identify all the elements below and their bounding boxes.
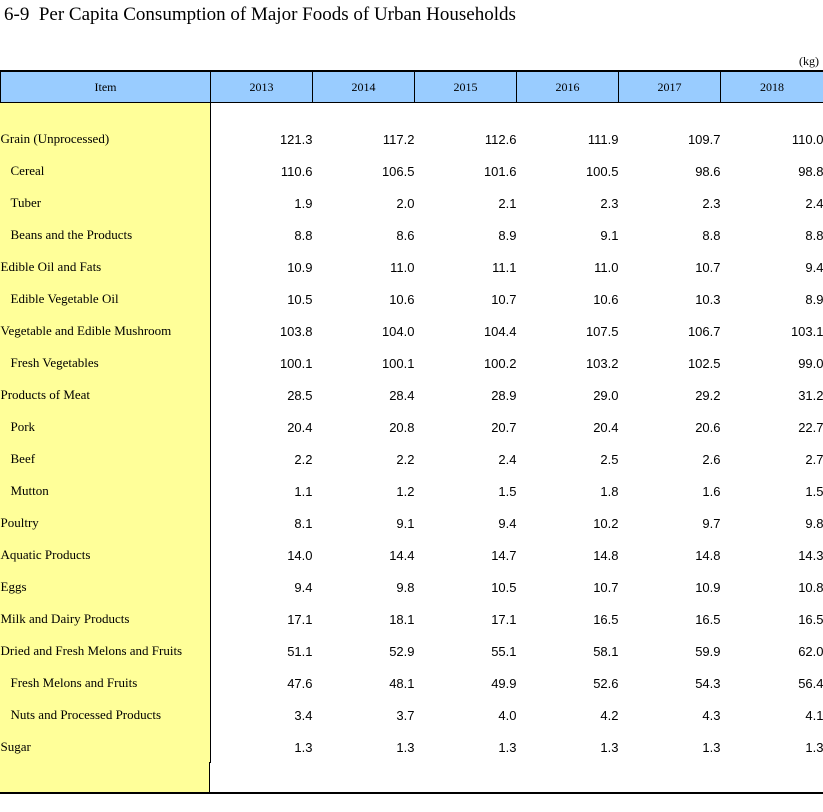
spacer-row xyxy=(1,103,823,124)
spacer-cell xyxy=(1,103,211,124)
table-row xyxy=(1,475,823,507)
row-value-cell: 1.1 xyxy=(294,483,313,499)
row-value-cell: 20.6 xyxy=(695,419,721,435)
row-value-cell: 20.7 xyxy=(491,419,517,435)
row-value-cell: 1.3 xyxy=(805,739,823,755)
row-value-cell: 59.9 xyxy=(695,643,721,659)
header-year: 2014 xyxy=(313,71,415,103)
row-item-label: Tuber xyxy=(1,187,211,219)
row-value-cell: 102.5 xyxy=(687,355,721,371)
row-value-cell: 16.5 xyxy=(798,611,823,627)
row-value-cell: 8.8 xyxy=(702,227,721,243)
table-row xyxy=(1,379,823,411)
table-row xyxy=(1,443,823,475)
table-row xyxy=(1,155,823,187)
row-value-cell: 14.8 xyxy=(695,547,721,563)
row-value-cell: 2.6 xyxy=(702,451,721,467)
row-item-label: Pork xyxy=(1,411,211,443)
table-row xyxy=(1,699,823,731)
header-year: 2018 xyxy=(721,71,823,103)
table-row xyxy=(1,219,823,251)
header-item: Item xyxy=(1,71,211,103)
row-value-cell: 10.9 xyxy=(695,579,721,595)
row-value-cell: 28.9 xyxy=(491,387,517,403)
page-title: 6-9 Per Capita Consumption of Major Foods of Urban Households xyxy=(4,4,516,25)
header-year: 2015 xyxy=(415,71,517,103)
row-value-cell: 20.4 xyxy=(287,419,313,435)
row-value-cell: 117.2 xyxy=(382,131,415,147)
row-value-cell: 101.6 xyxy=(483,163,517,179)
row-value-cell: 10.6 xyxy=(593,291,619,307)
row-value-cell: 9.4 xyxy=(294,579,313,595)
row-item-label: Sugar xyxy=(1,731,211,763)
row-value-cell: 103.1 xyxy=(790,323,823,339)
row-value-cell: 55.1 xyxy=(491,643,517,659)
consumption-table xyxy=(0,70,823,763)
row-value-cell: 100.5 xyxy=(585,163,619,179)
row-value-cell: 110.0 xyxy=(791,131,823,147)
row-value-cell: 104.0 xyxy=(381,323,415,339)
table-row xyxy=(1,251,823,283)
item-column-tail xyxy=(0,762,210,792)
row-value-cell: 3.7 xyxy=(396,707,415,723)
table-row xyxy=(1,315,823,347)
row-value-cell: 8.6 xyxy=(396,227,415,243)
row-value-cell: 9.4 xyxy=(805,259,823,275)
table-row xyxy=(1,507,823,539)
row-value-cell: 103.2 xyxy=(585,355,619,371)
row-value-cell: 98.8 xyxy=(798,163,823,179)
row-value-cell: 8.8 xyxy=(805,227,823,243)
table-row xyxy=(1,411,823,443)
row-value-cell: 28.4 xyxy=(389,387,415,403)
row-value-cell: 10.3 xyxy=(695,291,721,307)
table-row xyxy=(1,347,823,379)
table-bottom-rule xyxy=(0,792,823,794)
row-value-cell: 4.3 xyxy=(702,707,721,723)
row-value-cell: 29.0 xyxy=(593,387,619,403)
row-value-cell: 1.2 xyxy=(396,483,415,499)
row-value-cell: 10.2 xyxy=(593,515,619,531)
row-value-cell: 51.1 xyxy=(287,643,313,659)
row-value-cell: 1.8 xyxy=(600,483,619,499)
row-value-cell: 9.1 xyxy=(396,515,415,531)
row-value-cell: 47.6 xyxy=(287,675,313,691)
row-value-cell: 100.1 xyxy=(381,355,415,371)
row-value-cell: 8.1 xyxy=(294,515,313,531)
row-value-cell: 100.1 xyxy=(279,355,313,371)
row-item-label: Aquatic Products xyxy=(1,539,211,571)
table-row xyxy=(1,187,823,219)
row-value-cell: 8.9 xyxy=(498,227,517,243)
row-value-cell: 3.4 xyxy=(294,707,313,723)
row-value-cell: 10.5 xyxy=(491,579,517,595)
row-value-cell: 2.4 xyxy=(498,451,517,467)
row-value-cell: 99.0 xyxy=(798,355,823,371)
row-value-cell: 1.3 xyxy=(396,739,415,755)
row-value-cell: 10.7 xyxy=(491,291,517,307)
row-value-cell: 1.3 xyxy=(294,739,313,755)
row-value-cell: 10.7 xyxy=(593,579,619,595)
row-item-label: Fresh Vegetables xyxy=(1,347,211,379)
row-value-cell: 8.8 xyxy=(294,227,313,243)
row-value-cell: 1.5 xyxy=(498,483,517,499)
row-value-cell: 4.2 xyxy=(600,707,619,723)
row-value-cell: 14.7 xyxy=(491,547,517,563)
row-value-cell: 2.4 xyxy=(805,195,823,211)
row-value-cell: 11.0 xyxy=(390,259,415,275)
row-value-cell: 112.6 xyxy=(484,131,517,147)
row-value-cell: 4.0 xyxy=(498,707,517,723)
row-value-cell: 109.7 xyxy=(687,131,721,147)
row-value-cell: 2.0 xyxy=(396,195,415,211)
row-value-cell: 20.8 xyxy=(389,419,415,435)
row-value-cell: 9.8 xyxy=(396,579,415,595)
row-value-cell: 16.5 xyxy=(593,611,619,627)
row-value-cell: 18.1 xyxy=(389,611,415,627)
row-item-label: Beef xyxy=(1,443,211,475)
row-value-cell: 2.3 xyxy=(702,195,721,211)
row-item-label: Grain (Unprocessed) xyxy=(1,123,211,155)
table-row xyxy=(1,123,823,155)
row-value-cell: 9.4 xyxy=(498,515,517,531)
row-value-cell: 29.2 xyxy=(695,387,721,403)
row-value-cell: 11.1 xyxy=(492,259,517,275)
row-value-cell: 49.9 xyxy=(491,675,517,691)
row-value-cell: 2.7 xyxy=(805,451,823,467)
row-value-cell: 16.5 xyxy=(695,611,721,627)
row-value-cell: 110.6 xyxy=(280,163,313,179)
unit-label: (kg) xyxy=(799,54,819,68)
row-value-cell: 58.1 xyxy=(593,643,619,659)
row-value-cell: 22.7 xyxy=(798,419,823,435)
row-value-cell: 111.9 xyxy=(587,131,619,147)
row-value-cell: 31.2 xyxy=(798,387,823,403)
row-value-cell: 107.5 xyxy=(585,323,619,339)
row-value-cell: 4.1 xyxy=(805,707,823,723)
row-value-cell: 104.4 xyxy=(483,323,517,339)
row-value-cell: 98.6 xyxy=(695,163,721,179)
row-item-label: Beans and the Products xyxy=(1,219,211,251)
row-item-label: Edible Vegetable Oil xyxy=(1,283,211,315)
header-year: 2017 xyxy=(619,71,721,103)
row-value-cell: 9.1 xyxy=(600,227,619,243)
row-item-label: Vegetable and Edible Mushroom xyxy=(1,315,211,347)
table-row xyxy=(1,571,823,603)
row-value-cell: 1.3 xyxy=(702,739,721,755)
row-value-cell: 10.6 xyxy=(389,291,415,307)
row-value-cell: 14.0 xyxy=(287,547,313,563)
row-value-cell: 14.4 xyxy=(389,547,415,563)
row-value-cell: 10.7 xyxy=(695,259,721,275)
row-value-cell: 100.2 xyxy=(483,355,517,371)
row-item-label: Cereal xyxy=(1,155,211,187)
table-row xyxy=(1,539,823,571)
row-value-cell: 1.9 xyxy=(294,195,313,211)
table-row xyxy=(1,603,823,635)
row-value-cell: 1.6 xyxy=(702,483,721,499)
row-value-cell: 2.2 xyxy=(396,451,415,467)
row-value-cell: 17.1 xyxy=(491,611,517,627)
row-value-cell: 8.9 xyxy=(805,291,823,307)
row-value-cell: 10.8 xyxy=(798,579,823,595)
row-value-cell: 48.1 xyxy=(389,675,415,691)
table-row xyxy=(1,667,823,699)
row-value-cell: 17.1 xyxy=(287,611,313,627)
row-item-label: Eggs xyxy=(1,571,211,603)
row-value-cell: 20.4 xyxy=(593,419,619,435)
row-value-cell: 121.3 xyxy=(279,131,313,147)
row-value-cell: 106.7 xyxy=(687,323,721,339)
table-row xyxy=(1,283,823,315)
row-item-label: Milk and Dairy Products xyxy=(1,603,211,635)
header-row xyxy=(1,71,823,103)
row-value-cell: 103.8 xyxy=(279,323,313,339)
row-value-cell: 11.0 xyxy=(594,259,619,275)
header-year: 2016 xyxy=(517,71,619,103)
row-value-cell: 106.5 xyxy=(381,163,415,179)
row-item-label: Mutton xyxy=(1,475,211,507)
row-value-cell: 9.8 xyxy=(805,515,823,531)
row-value-cell: 62.0 xyxy=(798,643,823,659)
row-value-cell: 1.3 xyxy=(498,739,517,755)
row-value-cell: 52.6 xyxy=(593,675,619,691)
row-value-cell: 10.5 xyxy=(287,291,313,307)
row-value-cell: 10.9 xyxy=(287,259,313,275)
row-value-cell: 28.5 xyxy=(287,387,313,403)
row-value-cell: 2.3 xyxy=(600,195,619,211)
row-value-cell: 14.8 xyxy=(593,547,619,563)
row-value-cell: 52.9 xyxy=(389,643,415,659)
row-value-cell: 14.3 xyxy=(798,547,823,563)
row-value-cell: 2.2 xyxy=(294,451,313,467)
row-value-cell: 54.3 xyxy=(695,675,721,691)
header-year: 2013 xyxy=(211,71,313,103)
row-item-label: Fresh Melons and Fruits xyxy=(1,667,211,699)
row-item-label: Edible Oil and Fats xyxy=(1,251,211,283)
row-value-cell: 2.5 xyxy=(600,451,619,467)
row-value-cell: 1.3 xyxy=(600,739,619,755)
row-item-label: Poultry xyxy=(1,507,211,539)
table-row xyxy=(1,731,823,763)
table-row xyxy=(1,635,823,667)
row-value-cell: 9.7 xyxy=(702,515,721,531)
row-value-cell: 2.1 xyxy=(498,195,517,211)
row-value-cell: 56.4 xyxy=(798,675,823,691)
row-item-label: Nuts and Processed Products xyxy=(1,699,211,731)
row-value-cell: 1.5 xyxy=(805,483,823,499)
row-item-label: Products of Meat xyxy=(1,379,211,411)
row-item-label: Dried and Fresh Melons and Fruits xyxy=(1,635,211,667)
